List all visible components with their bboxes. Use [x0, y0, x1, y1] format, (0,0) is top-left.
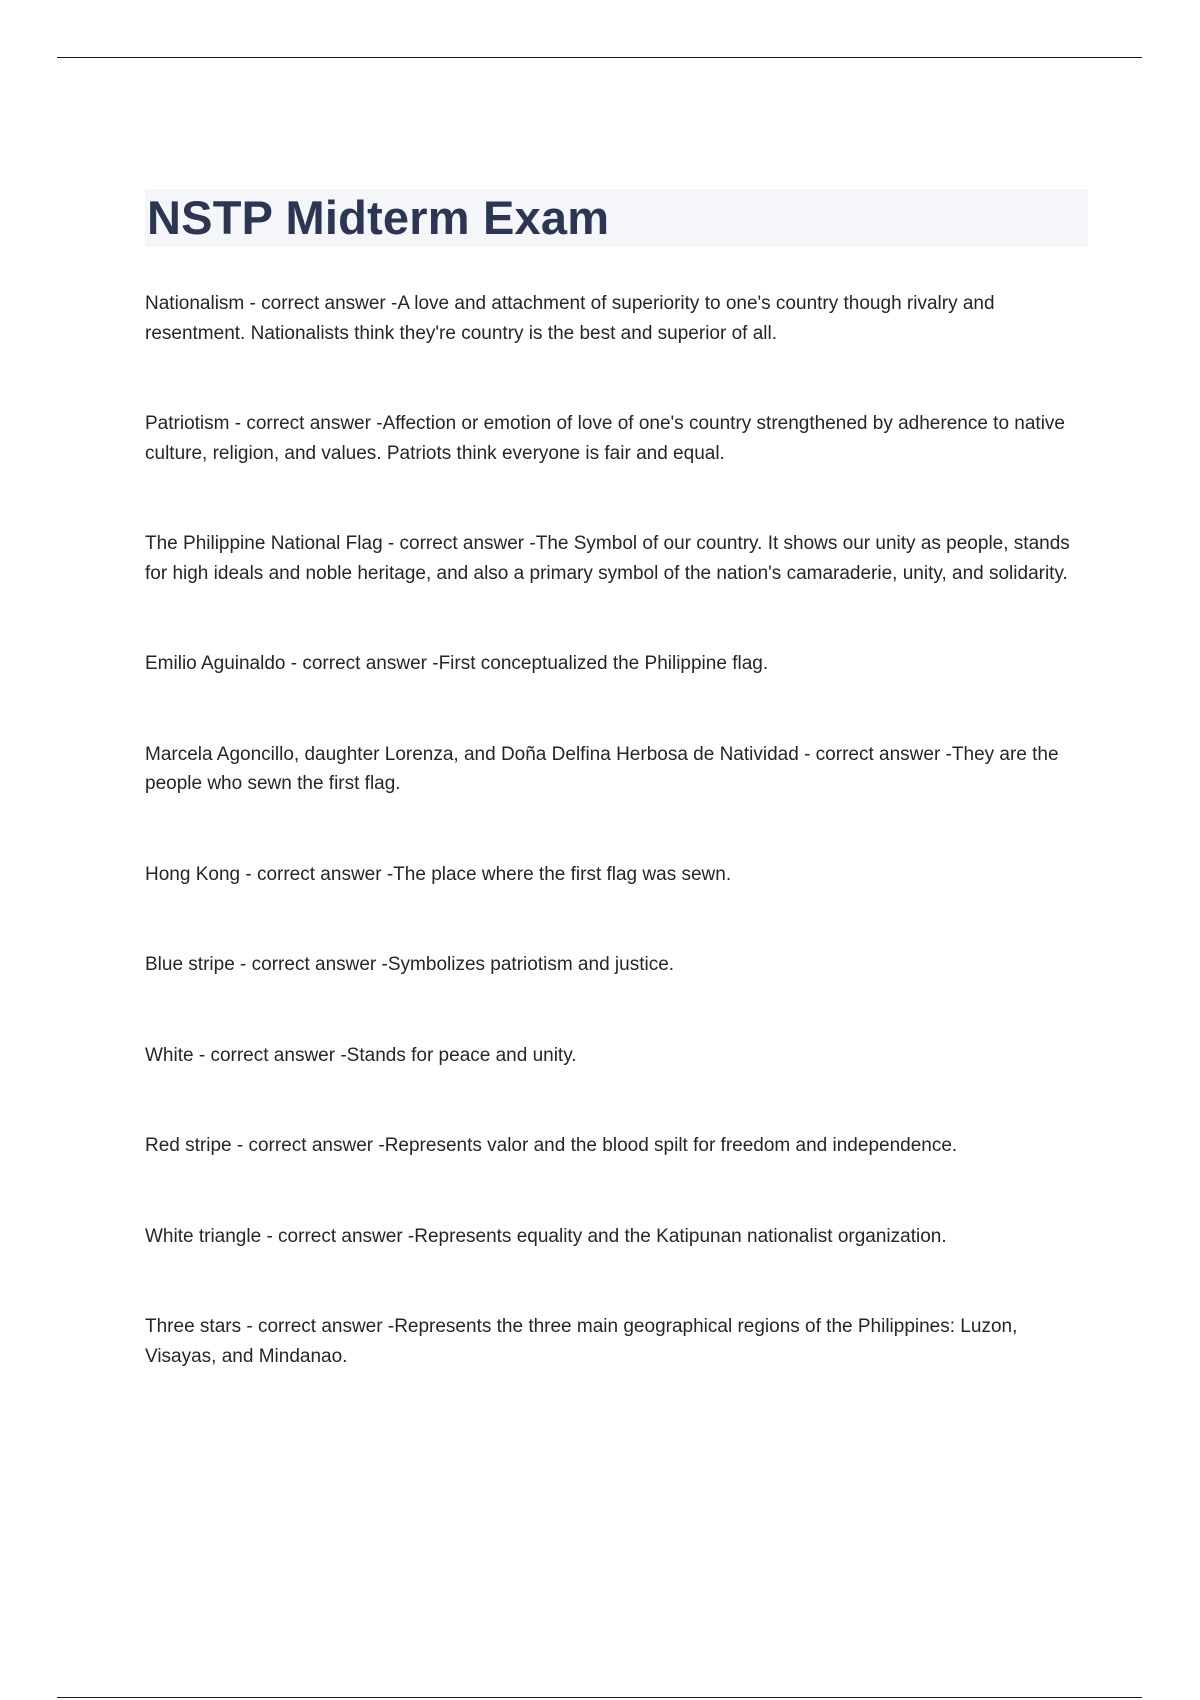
- qa-answer: Stands for peace and unity.: [346, 1044, 577, 1066]
- qa-item: [145, 289, 1090, 348]
- qa-term: Hong Kong: [145, 863, 241, 885]
- qa-term: Patriotism: [145, 413, 230, 434]
- qa-term: Emilio Aguinaldo: [145, 653, 286, 674]
- title-band: [145, 189, 1088, 247]
- qa-answer: Represents the three main geographical regions of the Philippines: Luzon, Visayas, and Mindanao.: [145, 1316, 1018, 1367]
- qa-answer: The place where the first flag was sewn.: [393, 863, 732, 885]
- qa-term: Red stripe: [145, 1135, 232, 1156]
- qa-term: Marcela Agoncillo, daughter Lorenza, and Doña Delfina Herbosa de Natividad: [145, 743, 799, 765]
- qa-item: [145, 1222, 1090, 1252]
- qa-separator: - correct answer -: [240, 863, 394, 885]
- qa-separator: - correct answer -: [241, 1316, 395, 1337]
- qa-answer: First conceptualized the Philippine flag.: [438, 653, 769, 674]
- qa-separator: - correct answer -: [244, 293, 398, 314]
- qa-separator: - correct answer -: [382, 533, 536, 554]
- qa-term: Three stars: [145, 1316, 242, 1337]
- qa-answer: The Symbol of our country. It shows our unity as people, stands for high ideals and noble heritage, and also a primary symbol of the nation's camaraderie, unity, and solidarity.: [145, 533, 1070, 584]
- qa-item: [145, 1131, 1090, 1161]
- qa-item: [145, 1041, 1090, 1071]
- qa-answer: They are the people who sewn the first flag.: [145, 743, 1059, 794]
- qa-term: The Philippine National Flag: [145, 533, 383, 554]
- qa-term: White triangle: [145, 1225, 262, 1247]
- qa-list: [145, 289, 1090, 1432]
- qa-answer: Represents valor and the blood spilt for freedom and independence.: [384, 1135, 958, 1156]
- qa-answer: Represents equality and the Katipunan nationalist organization.: [414, 1225, 947, 1247]
- qa-item: [145, 950, 1090, 980]
- bottom-divider: [57, 1697, 1142, 1698]
- qa-separator: - correct answer -: [285, 653, 439, 674]
- qa-item: [145, 649, 1090, 679]
- qa-item: [145, 529, 1090, 588]
- qa-term: White: [145, 1044, 194, 1066]
- qa-separator: - correct answer -: [231, 1135, 385, 1156]
- qa-separator: - correct answer -: [234, 954, 388, 975]
- qa-term: Blue stripe: [145, 954, 235, 975]
- qa-answer: A love and attachment of superiority to one's country though rivalry and resentment. Nationalists think they're country is the best and superior of all.: [145, 293, 995, 344]
- qa-item: [145, 860, 1090, 890]
- qa-answer: Symbolizes patriotism and justice.: [387, 954, 675, 975]
- qa-separator: - correct answer -: [261, 1225, 415, 1247]
- qa-item: [145, 409, 1090, 468]
- qa-item: [145, 740, 1090, 799]
- qa-separator: - correct answer -: [193, 1044, 347, 1066]
- qa-item: [145, 1312, 1090, 1371]
- top-divider: [57, 57, 1142, 58]
- qa-answer: Affection or emotion of love of one's country strengthened by adherence to native culture, religion, and values. Patriots think everyone is fair and equal.: [145, 413, 1065, 464]
- qa-separator: - correct answer -: [229, 413, 383, 434]
- page-title: NSTP Midterm Exam: [147, 191, 610, 244]
- qa-term: Nationalism: [145, 293, 245, 314]
- qa-separator: - correct answer -: [798, 743, 952, 765]
